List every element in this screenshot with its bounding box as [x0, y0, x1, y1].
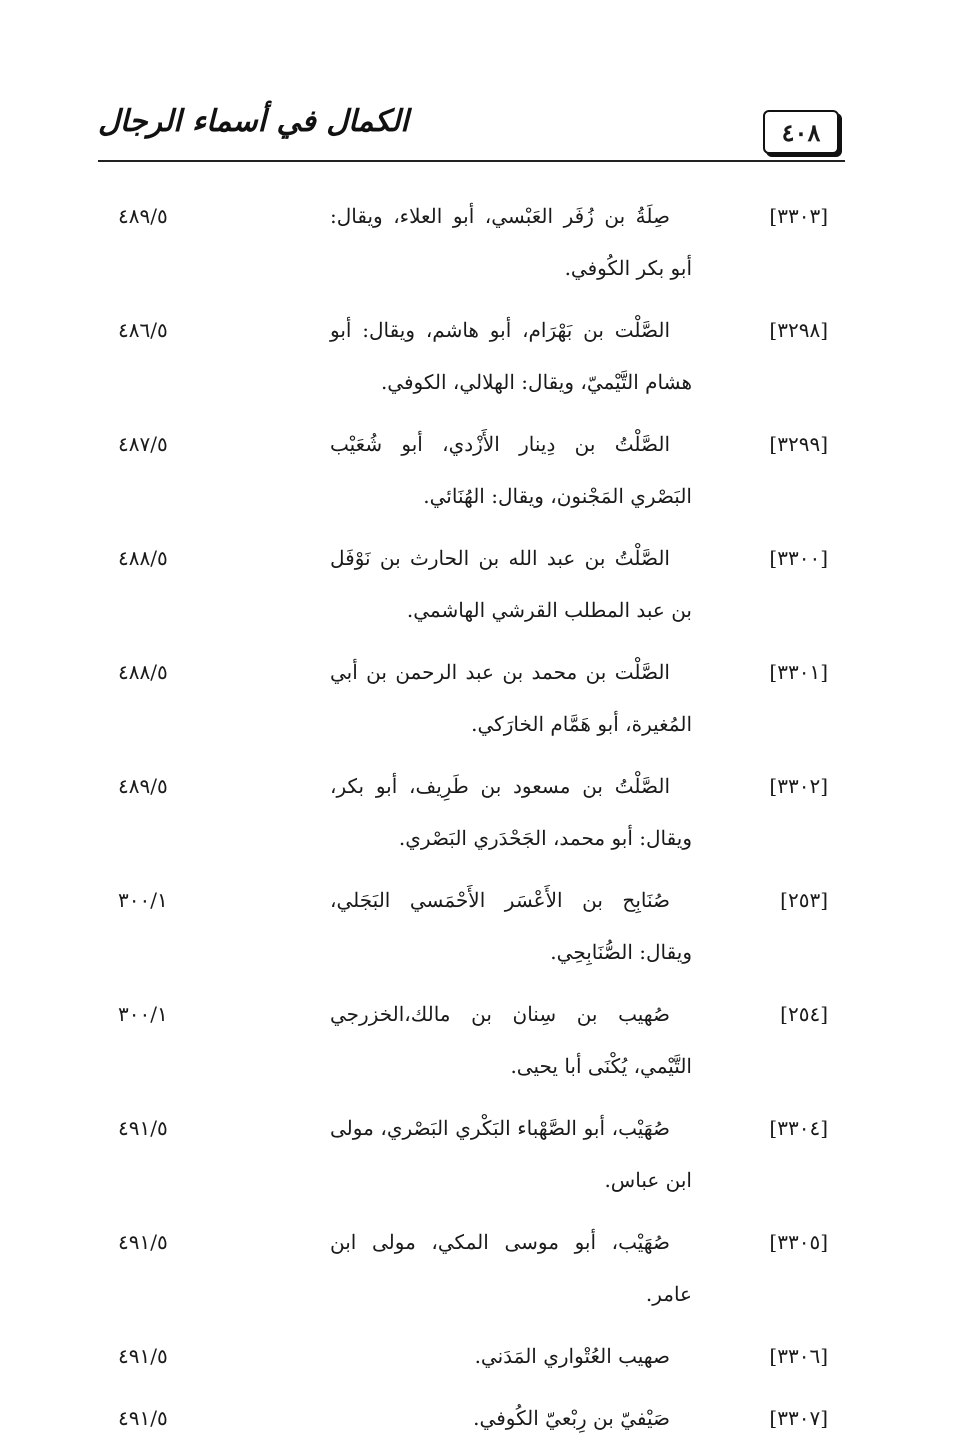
entry-number: [٣٣٠٦] [769, 1344, 828, 1368]
entry [98, 1330, 828, 1382]
entry-number: [٣٣٠٣] [769, 204, 828, 228]
entry-number: [٢٥٤] [780, 1002, 828, 1026]
entry-reference: ٣٠٠/١ [118, 1002, 168, 1026]
entry-number: [٣٣٠٥] [769, 1230, 828, 1254]
entry-reference: ٤٩١/٥ [118, 1406, 168, 1430]
entry [98, 646, 828, 750]
entry-text: صُنَابِح بن الأَعْسَر الأَحْمَسي البَجَلي، ويقال: الصُّنَابِحِي. [330, 888, 692, 964]
entry [98, 988, 828, 1092]
entry [98, 532, 828, 636]
page-number: ٤٠٨ [781, 117, 821, 147]
entry-text: الصَّلْتُ بن مسعود بن طَرِيف، أبو بكر، ويقال: أبو محمد، الجَحْدَري البَصْري. [330, 774, 692, 850]
entries-list [98, 190, 828, 1454]
entry-reference: ٣٠٠/١ [118, 888, 168, 912]
entry-number: [٣٢٩٨] [769, 318, 828, 342]
entry-number: [٣٣٠١] [769, 660, 828, 684]
page-header [98, 100, 845, 164]
entry-text: الصَّلْت بن محمد بن عبد الرحمن بن أبي المُغيرة، أبو هَمَّام الخارَكي. [330, 660, 692, 736]
entry-number: [٣٣٠٢] [769, 774, 828, 798]
entry-reference: ٤٨٦/٥ [118, 318, 168, 342]
entry [98, 190, 828, 294]
entry-text: الصَّلْتُ بن عبد الله بن الحارث بن نَوْفَل بن عبد المطلب القرشي الهاشمي. [330, 546, 692, 622]
entry-text: الصَّلْت بن بَهْرَام، أبو هاشم، ويقال: أبو هشام التَّيْميّ، ويقال: الهلالي، الكوفي. [330, 318, 692, 394]
entry-number: [٢٥٣] [780, 888, 828, 912]
entry-number: [٣٣٠٠] [769, 546, 828, 570]
entry-text: الصَّلْتُ بن دِينار الأَزْدي، أبو شُعَيْب البَصْري المَجْنون، ويقال: الهُنَائي. [330, 432, 692, 508]
entry-text: صُهَيْب، أبو موسى المكي، مولى ابن عامر. [330, 1230, 692, 1306]
entry-reference: ٤٩١/٥ [118, 1344, 168, 1368]
entry-reference: ٤٨٨/٥ [118, 546, 168, 570]
entry [98, 1216, 828, 1320]
entry-reference: ٤٨٨/٥ [118, 660, 168, 684]
entry [98, 760, 828, 864]
entry-text: صُهَيْب، أبو الصَّهْباء البَكْري البَصْري، مولى ابن عباس. [330, 1116, 692, 1192]
header-rule [98, 160, 845, 162]
entry-text: صِلَةُ بن زُفَر العَبْسي، أبو العلاء، ويقال: أبو بكر الكُوفي. [330, 204, 692, 280]
entry [98, 1102, 828, 1206]
running-title: الكمال في أسماء الرجال [98, 104, 409, 139]
entry-text: صهيب العُتْواري المَدَني. [474, 1344, 670, 1368]
entry [98, 418, 828, 522]
entry-number: [٣٣٠٧] [769, 1406, 828, 1430]
entry-reference: ٤٨٩/٥ [118, 204, 168, 228]
entry-text: صَيْفيّ بن رِبْعيّ الكُوفي. [473, 1406, 670, 1430]
entry-reference: ٤٩١/٥ [118, 1116, 168, 1140]
entry-reference: ٤٨٧/٥ [118, 432, 168, 456]
entry [98, 874, 828, 978]
entry-reference: ٤٩١/٥ [118, 1230, 168, 1254]
entry-text: صُهيب بن سِنان بن مالك،الخزرجي التَّيْمي، يُكْنَى أبا يحيى. [330, 1002, 692, 1078]
entry [98, 1392, 828, 1444]
page-number-frame [763, 110, 839, 154]
entry-number: [٣٣٠٤] [769, 1116, 828, 1140]
entry [98, 304, 828, 408]
entry-reference: ٤٨٩/٥ [118, 774, 168, 798]
entry-number: [٣٢٩٩] [769, 432, 828, 456]
